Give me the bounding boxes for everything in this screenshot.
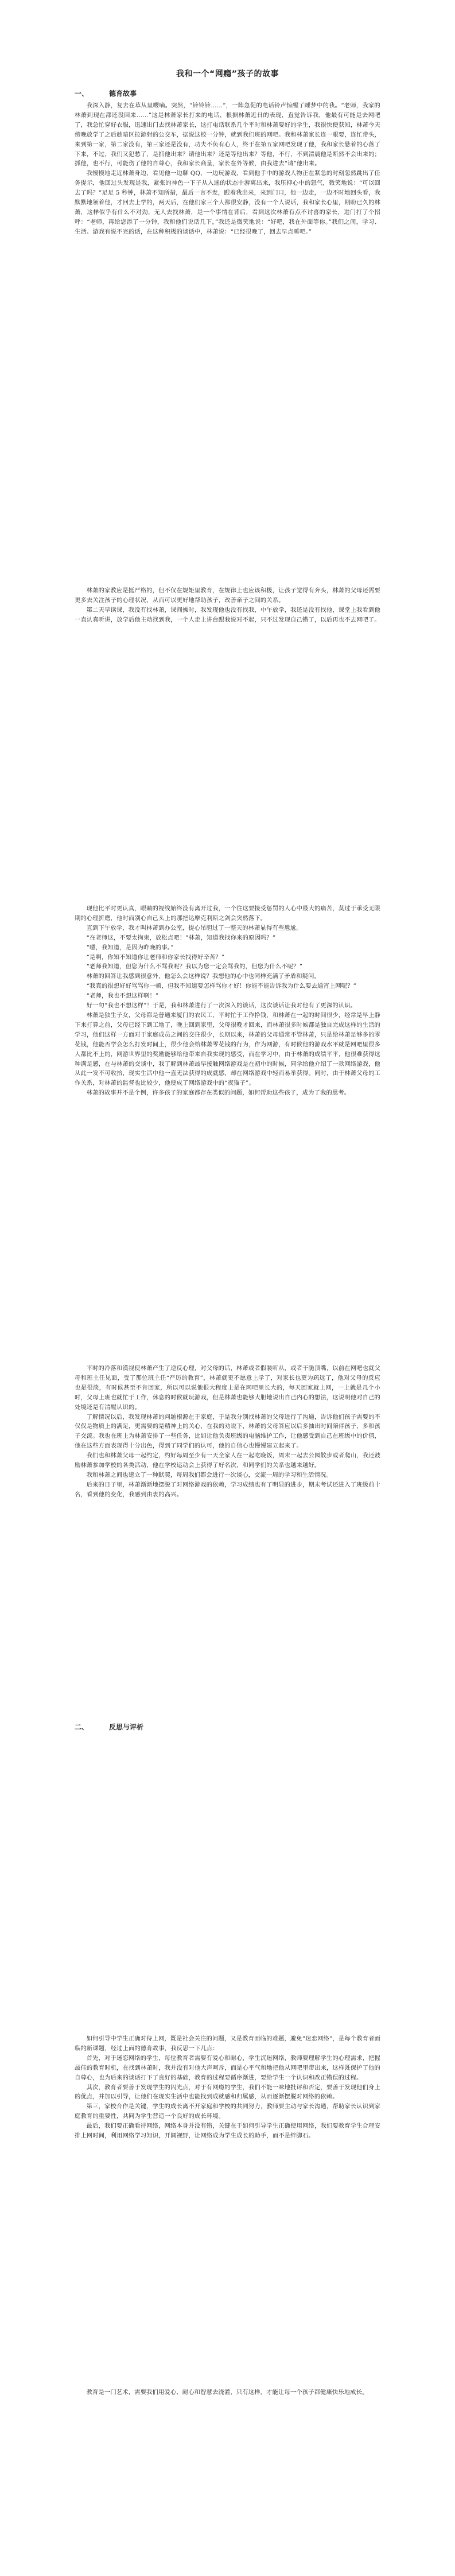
paragraph: 好一句“我也不想这样”！于是，我和林萧进行了一次深入的谈话，这次谈话让我对他有了更深的认识。 <box>86 1002 357 1010</box>
text-block <box>75 2388 380 2397</box>
paragraph: “老师我知道，但您为什么不骂我呢？我以为您一定会骂我的，但您为什么不呢？” <box>86 963 303 971</box>
paragraph: 其次，教育者要善于发现学生的闪光点，对于有网瘾的学生，我们不能一味地批评和否定，要善于发现他们身上的优点，并加以引导，让他们在现实生活中也能找到成就感和归属感，从而逐渐摆脱对网络的依赖。 <box>75 2084 380 2101</box>
paragraph: “是啊，你知不知道你让老师和你家长找得好辛苦？” <box>86 953 225 961</box>
paragraph: “在老师这，不要太拘束，放松点吧！”林萧，知道我找你来的原因吗？” <box>86 934 276 941</box>
paragraph: 第二天早读课，我没有找林萧，课间操时，我发现他也没有找我，中午放学，我还是没有找他，课堂上我看到他一直认真听讲，放学后他主动找到我，一个人走上讲台跟我说对不起，只不过发现自己错了，以后再也不去网吧了。 <box>75 606 380 623</box>
document-title: 我和一个“网瘾”孩子的故事 <box>176 69 279 79</box>
paragraph: 现他比平时更认真，眼睛的视线始终没有离开过我，一个往这要接受惩罚的人心中最大的痛苦，莫过于承受无限期的心理折磨，他时而别心自己头上的那把达摩克利斯之剑会突然落下。 <box>75 905 380 922</box>
paragraph: 林萧的家教应是挺严格的，但不仅在规矩里教育，在规律上也应该积极，让孩子觉得有奔头，林萧的父母还需要更多去关注孩子的心理状况，从而可以更好地帮助孩子，改善亲子之间的关系。 <box>75 587 380 604</box>
paragraph: 后来的日子里，林萧渐渐地摆脱了对网络游戏的依赖，学习成绩也有了明显的进步，期末考试还进入了班级前十名，看到他的变化，我感到由衷的高兴。 <box>75 1481 380 1498</box>
section-title: 反思与评析 <box>109 1723 144 1731</box>
paragraph: 我和林萧之间也建立了一种默契，每周我们都会进行一次谈心，交流一周的学习和生活情况。 <box>86 1471 332 1479</box>
section-number: 二、 <box>75 1723 89 1731</box>
paragraph: 林萧的故事并不是个例，许多孩子的家庭都存在类似的问题，如何帮助这些孩子，成为了我的思考。 <box>86 1089 351 1097</box>
section-title: 德育故事 <box>109 90 137 98</box>
text-block <box>75 1364 380 1500</box>
paragraph: 我们也和林萧父母一起约定，约好每周至少有一天全家人在一起吃晚饭，周末一起去公园散步或者爬山，我还鼓励林萧参加学校的各类活动，他在学校运动会上获得了好名次，和同学们的关系也越来越好。 <box>75 1452 380 1469</box>
paragraph: 了解情况以后，我发现林萧的问题根源在于家庭，于是我分别找林萧的父母进行了沟通，告诉他们孩子需要的不仅仅是物质上的满足，更需要的是精神上的关心，在我的劝说下，林萧的父母答应以后多抽出时间陪伴孩子，多和孩子交流。我也在班上为林萧安排了一些任务，比如让他负责班级的电脑维护工作，让他感受到自己在班级中的价值，他在这些方面表现得十分出色，得到了同学们的认可，他的自信心也慢慢建立起来了。 <box>75 1413 380 1450</box>
paragraph: “老师，我也不想这样啊！” <box>86 992 159 1000</box>
text-block <box>75 586 380 625</box>
section-number: 一、 <box>75 90 89 98</box>
paragraph: 我深入静，复去在草从里嘤嘀。突然，“铃铃铃……”，一阵急促的电话铃声惊醒了睡梦中的我。“老师，我家的林萧到现在都还没回来……”这是林萧家长打来的电话，根据林萧近日的表现，直觉告诉我，他最有可能是去网吧了，我急忙穿好衣服，迅速出门去找林萧家长，这打电话联系几个平时和林萧要好的学生，我很快便获知，林萧今天傍晚放学了之后趁暗区拉游射的公交车，据说这校一分钟，就到我们班的网吧。我和林萧家长连一眼要，连忙带头，来到第一家，第二家没有，第三家还是没有，功夫不负有心人，终于在第五家网吧发现了他，我和家长悬着的心落了下来，不过，我们又犯愁了，是抓他出来？请他出来？还是等他出来？等他，不行，不到清晨他是断然不会出来的；抓他，也不行，可能伤了他的自尊心，我和家长商量，家长在外等候，由我进去“请”他出来。 <box>75 102 380 168</box>
paragraph: 第三，家校合作是关键，学生的成长离不开家庭和学校的共同努力，教师要主动与家长沟通，帮助家长认识到家庭教育的重要性，共同为学生营造一个良好的成长环境。 <box>75 2103 380 2120</box>
paragraph: 最后，我们要正确看待网络，网络本身并没有错，关键在于如何引导学生正确使用网络，我们要教育学生合理安排上网时间，利用网络学习知识，开阔视野，让网络成为学生成长的助手，而不是绊脚石。 <box>75 2123 380 2140</box>
section-heading-reflection <box>75 1722 143 1732</box>
text-block <box>75 101 380 237</box>
section-heading-story <box>75 88 137 98</box>
paragraph: 林萧是独生子女，父母都是普通来厦门的农民工，平时忙于工作挣钱，和林萧在一起的时间很少，经常是早上静下来打算之前，父母已经下到工地了，晚上回到家里，父母很晚才回来，而林萧很多时候都是独自完成这样的生活的学习，他们这样一方面对于家庭成员之间的交往很少，长期以来，林萧的父母通常不管林萧，只是给林萧足够多的零花钱，他能否学会怎么打发时间上，很少他会给林萧零花钱的行为，作为网游，有时候他的游戏水平就是网吧里很多人都比不上的，网游世界里的奖励能够给他带来自我实现的感受，而在学习中，由于林萧的成绩平平，他很难获得这种满足感，在与林萧的交谈中，我了解到林萧最早接触网络游戏是在初中的时候，同学给他介绍了一款网络游戏，他从此一发不可收拾，现实生活中他一直无法获得的成就感，却在网络游戏中轻而易举获得。同时，由于林萧父母的工作关系，对林萧的监督也比较少，他便成了网络游戏中的“夜猫子”。 <box>75 1011 380 1087</box>
paragraph: 如何引导中学生正确对待上网，既是社会关注的问题，又是教育面临的难题，避免“迷恋网络”，是每个教育者面临的新课题，经过上面的德育故事，我反思一下几点： <box>75 2035 380 2052</box>
paragraph: 我慢慢地走近林萧身边，看见他一边聊 QQ，一边玩游戏，看到他手中的游戏人物正在紧急的时刻忽然跳出了任务提示，他回过头发现是我，紧张的神色一下子从入迷的状态中游离出来，我压抑心中的怒气，微笑地说：“可以回去了吗？”足足 5 秒钟，林萧不知所措，最后一言不发，跟着我出来，来到门口，他一边走，一边不时地回头看，我默默地领着他，才回去上学的，两天后，在他们家三个人都很安静，没有一个人说话，我和家长心里，期盼已久的林萧，这样似乎有什么不对劲，无人去找林萧，是一个事情在背后，看到这次林萧有点不讨喜的家长，进门打了个招呼：“老师，再给您添了一分钟，我和他们说话几下，”我还是微笑地说：“好吧，我在外面等你。”我们之间，学习、生活、游戏有说不完的话，在这种积极的谈话中，林萧说：“已经很晚了，回去早点睡吧。” <box>75 170 380 235</box>
paragraph: 教育是一门艺术，需要我们用爱心、耐心和智慧去浇灌，只有这样，才能让每一个孩子都健康快乐地成长。 <box>86 2389 368 2396</box>
paragraph: “我真的很想好好骂骂你一顿，但我不知道要怎样骂你才好！你能不能告诉我为什么要去通宵上网呢？” <box>86 983 357 990</box>
text-block <box>75 904 380 1098</box>
paragraph: 林萧的回答让我感到很意外，他怎么会这样说？我想他的心中也同样充满了矛盾和疑问。 <box>86 973 321 980</box>
paragraph: “嗯，我知道，是因为昨晚的事。” <box>86 944 174 951</box>
paragraph: 首先，对于迷恋网络的学生，每位教育者需要有爱心和耐心，学生沉迷网络，教师要理解学生的心理需求，把握最佳的教育时机，在找到林萧时，我并没有对他大声呵斥，而是心平气和地把他从网吧里带出来，这样既保护了他的自尊心，也为后来的谈话打下了良好的基础，教育的过程要循序渐进，要给学生一个认识和改正错误的过程。 <box>75 2054 380 2081</box>
text-block <box>75 2034 380 2141</box>
paragraph: 直到下午放学，我才叫林萧到办公室，提心吊胆过了一整天的林萧显得有些尴尬。 <box>86 924 302 932</box>
paragraph: 平时的冷落和漠视使林萧产生了逆反心理，对父母的话，林萧或者假装听从，或者干脆顶嘴，以前在网吧也就父母和班主任见面，受了那位班主任“严厉的教育”，林萧就更不愿意上学了，对家长也更为疏远了，他对父母的反应也是很淡，有时候甚至不肯回家，所以可以说他很大程度上是在网吧里长大的，每天回家就上网，一上就是几个小时，父母上班也就忙于工作，休息的时候就玩游戏，但是林萧也能够大胆地说出自己内心的想法，这说明他对自己的处境还是有清醒认识的。 <box>75 1365 380 1411</box>
